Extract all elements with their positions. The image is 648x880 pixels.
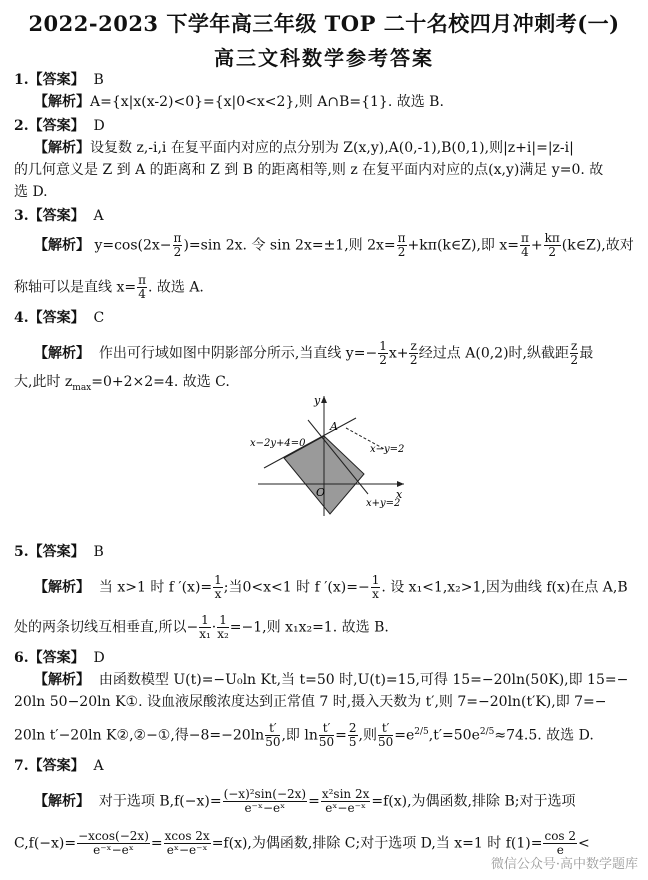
exam-subtitle: 高三文科数学参考答案	[214, 46, 434, 70]
axis-y-label: y	[314, 394, 321, 407]
q4-answer: 4.【答案】 C	[14, 310, 105, 326]
q1-answer: 1.【答案】 B	[14, 72, 104, 88]
q7-solution-line1: 【解析】 对于选项 B,f(−x)= $\frac{\text{(−x)²sin(−2x)}}{\text{e⁻ˣ−eˣ}}$ = $\frac{\text{x²sin 2x}}{\text{eˣ−e⁻ˣ}}$ =f(x),为偶函数,排除 B;对于选项	[34, 787, 576, 815]
q1-solution: 【解析】A={x|x(x-2)<0}={x|0<x<2},则 A∩B={1}. 故选 B.	[34, 94, 444, 110]
q6-solution-line2: 20ln 50−20ln K①. 设血液尿酸浓度达到正常值 7 时,摄入天数为 t′,则 7=−20ln(t′K),即 7=−	[14, 694, 607, 710]
q2-solution-line2: 的几何意义是 Z 到 A 的距离和 Z 到 B 的距离相等,则 z 在复平面内对应的点(x,y)满足 y=0. 故	[14, 162, 604, 178]
q7-answer: 7.【答案】 A	[14, 758, 104, 774]
line3-label: x+y=2	[366, 498, 401, 509]
q3-answer: 3.【答案】 A	[14, 208, 104, 224]
q7-solution-line2: C,f(−x)= $\frac{-xcos(-2x)}{\text{e⁻ˣ−eˣ}}$ = $\frac{xcos 2x}{\text{eˣ−e⁻ˣ}}$ =f(x),为偶函数,排除 C;对于选项 D,当 x=1 时 f(1)= $\frac{\cos 2}{e}$ <	[14, 829, 590, 857]
q6-answer: 6.【答案】 D	[14, 650, 105, 666]
q5-solution-line2: 处的两条切线互相垂直,所以− $\frac{1}{\text{x₁}}$ · $\frac{1}{\text{x₂}}$ =−1,则 x₁x₂=1. 故选 B.	[14, 613, 389, 641]
q6-solution-line1: 【解析】 由函数模型 U(t)=−U₀ln Kt,当 t=50 时,U(t)=15,可得 15=−20ln(50K),即 15=−	[34, 672, 629, 688]
q5-answer: 5.【答案】 B	[14, 544, 104, 560]
exam-title: 2022-2023 下学年高三年级 TOP 二十名校四月冲刺考(一)	[28, 11, 620, 36]
q4-solution-line2: 大,此时 $z_{max}=0+2\times 2=4$. 故选 C.	[14, 374, 230, 393]
q2-answer: 2.【答案】 D	[14, 118, 105, 134]
line1-label: x−2y+4=0	[250, 438, 306, 449]
q2-solution-line3: 选 D.	[14, 184, 48, 200]
q4-solution-line1: 【解析】 作出可行域如图中阴影部分所示,当直线 y=− $\frac{1}{2}$ x+ $\frac{z}{2}$ 经过点 A(0,2)时,纵截距 $\frac{z}{2}$ 最	[34, 339, 594, 367]
feasible-region-figure	[246, 390, 416, 520]
point-a-label: A	[330, 420, 338, 433]
q3-solution-line1: 【解析】 y=cos(2x− $\frac{\pi}{2}$ )=sin 2x. 令 sin 2x=±1,则 2x= $\frac{\pi}{2}$ +kπ(k∈Z),即 x= $\frac{\pi}{4}$ + $\frac{k\pi}{2}$ (k∈Z),故对	[34, 231, 634, 259]
origin-label: O	[316, 486, 326, 499]
q5-solution-line1: 【解析】 当 x>1 时 f ′(x)= $\frac{1}{x}$ ;当0<x<1 时 f ′(x)=− $\frac{1}{x}$ . 设 x₁<1,x₂>1,因为曲线 f(x)在点 A,B	[34, 573, 628, 601]
q2-solution-line1: 【解析】设复数 z,-i,i 在复平面内对应的点分别为 Z(x,y),A(0,-1),B(0,1),则|z+i|=|z-i|	[34, 140, 574, 156]
x-axis-arrow	[397, 481, 404, 487]
watermark: 微信公众号·高中数学题库	[490, 857, 638, 872]
q6-solution-line3: 20ln t′−20ln K②,②−①,得−8=−20ln $\frac{t'}{50}$ ,即 ln $\frac{t'}{50}$ = $\frac{2}{5}$ ,则 $\frac{t'}{50}$ $=e^{2/5},t'=50e^{2/5}\approx 74.5$. 故选 D.	[14, 721, 594, 750]
axis-x-label: x	[396, 488, 403, 501]
q3-solution-line2: 称轴可以是直线 x= $\frac{\pi}{4}$ . 故选 A.	[14, 273, 204, 301]
y-axis-arrow	[321, 396, 327, 403]
line2-label: x−y=2	[370, 444, 405, 455]
